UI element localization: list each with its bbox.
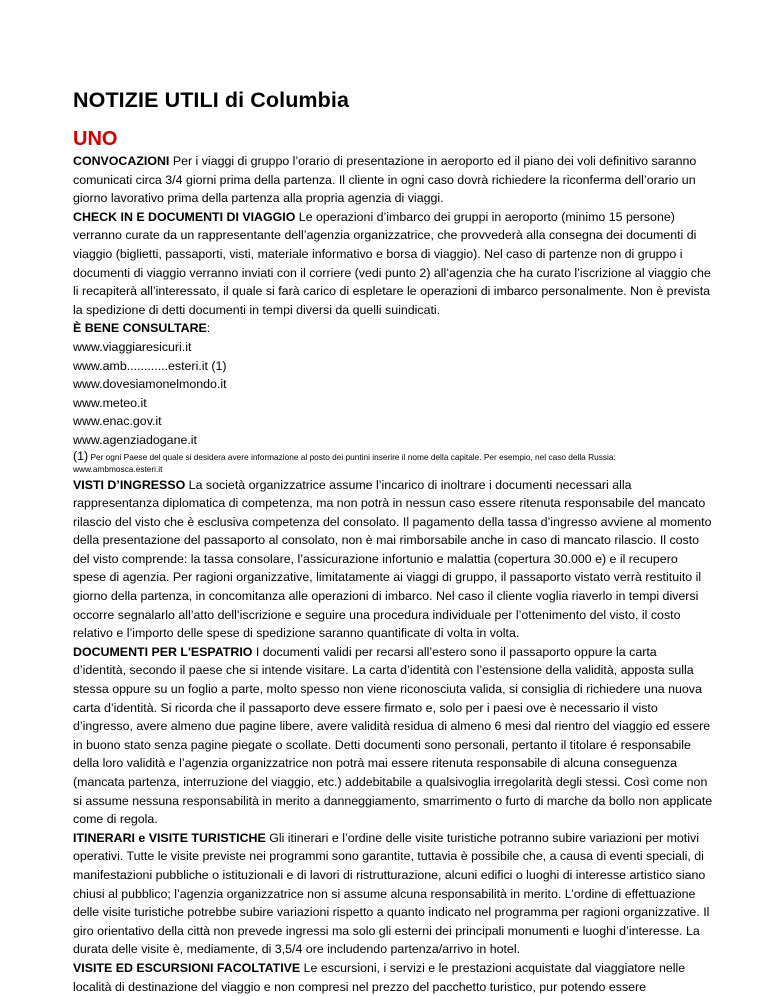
paragraph-consultare [73, 319, 713, 338]
link-item[interactable]: www.amb............esteri.it (1) [73, 358, 227, 373]
link-item[interactable]: www.meteo.it [73, 395, 147, 410]
paragraph-heading: CONVOCAZIONI [73, 154, 170, 168]
paragraph-heading: DOCUMENTI PER L'ESPATRIO [73, 644, 253, 659]
paragraph-espatrio [73, 643, 713, 829]
paragraph-convocazioni [73, 152, 713, 208]
paragraph-text: Gli itinerari e l’ordine delle visite turistiche potranno subire variazioni per motivi operativi. Tutte le visite previste nei programmi sono garantite, tuttavia è possibile che, a causa di eventi speciali, di manifestazioni pubbliche o istituzionali e di lavori di ristrutturazione, alcuni edifici o luoghi di interesse artistico siano chiusi al pubblico; l’agenzia organizzatrice non si assume alcuna responsabilità in merito. L’ordine di effettuazione delle visite turistiche potrebbe subire variazioni rispetto a quanto indicato nel programma per ragioni organizzative. Il giro orientativo della città non prevede ingressi ma solo gli esterni dei principali monumenti e luoghi d’interesse. La durata delle visite è, mediamente, di 3,5/4 ore includendo partenza/arrivo in hotel. [73, 830, 710, 957]
paragraph-text: Le operazioni d’imbarco dei gruppi in aeroporto (minimo 15 persone) verranno curate da un rappresentante dell’agenzia organizzatrice, che provvederà alla consegna dei documenti di viaggio (biglietti, passaporti, visti, materiale informativo e borsa di viaggio). Nel caso di partenze non di gruppo i documenti di viaggio verranno inviati con il corriere (vedi punto 2) all’agenzia che ha curato l’iscrizione al viaggio che li recapiterà all’interessato, il quale si farà carico di espletare le operazioni di imbarco personalmente. Non è prevista la spedizione di detti documenti in tempi diversi da quelli suindicati. [73, 209, 711, 317]
paragraph-heading: ITINERARI e VISITE TURISTICHE [73, 830, 266, 845]
paragraph-facoltative [73, 959, 713, 996]
paragraph-colon: : [206, 321, 211, 336]
footnote-link [73, 463, 713, 476]
footnote-url[interactable]: www.ambmosca.esteri.it [73, 463, 163, 474]
paragraph-text: I documenti validi per recarsi all’estero sono il passaporto oppure la carta d’identità, secondo il paese che si intende visitare. La carta d’identità con l’estensione della validità, apposta sulla stessa oppure su un foglio a parte, molto spesso non viene riconosciuta valida, si consiglia di richiedere una nuova carta d’identità. Si ricorda che il passaporto deve essere firmato e, solo per i paesi ove è necessario il visto d’ingresso, avere almeno due pagine libere, avere validità residua di almeno 6 mesi dal rientro del viaggio ed essere in buono stato senza pagine piegate o scollate. Detti documenti sono personali, pertanto il titolare é responsabile della loro validità e l’agenzia organizzatrice non potrà mai essere ritenuta responsabile di alcuna conseguenza (mancata partenza, interruzione del viaggio, etc.) addebitabile a qualsivoglia irregolarità degli stessi. Così come non si assume nessuna responsabilità in merito a danneggiamento, smarrimento o furto di marche da bollo non applicate come di regola. [73, 644, 713, 827]
footnote-text: Per ogni Paese del quale si desidera avere informazione al posto dei puntini inserire il nome della capitale. Per esempio, nel caso della Russia: [88, 451, 616, 462]
paragraph-heading: È BENE CONSULTARE [73, 321, 207, 336]
paragraph-text: Per i viaggi di gruppo l’orario di presentazione in aeroporto ed il piano dei voli definitivo saranno comunicati circa 3/4 giorni prima della partenza. Il cliente in ogni caso dovrà richiedere la riconferma dell’orario un giorno lavorativo prima della partenza alla propria agenzia di viaggi. [73, 154, 697, 206]
link-item[interactable]: www.viaggiaresicuri.it [73, 339, 192, 354]
link-item[interactable]: www.dovesiamonelmondo.it [73, 377, 227, 392]
paragraph-visti [73, 476, 713, 643]
paragraph-text: La società organizzatrice assume l’incarico di inoltrare i documenti necessari alla rappresentanza diplomatica di competenza, ma non potrà in nessun caso essere ritenuta responsabile del mancato rilascio del visto che è esclusiva competenza del consolato. Il pagamento della tassa d’ingresso avviene al momento della presentazione del passaporto al consolato, non è mai rimborsabile anche in caso di mancato rilascio. Il costo del visto comprende: la tassa consolare, l’assicurazione infortunio e malattia (copertura 30.000 e) e il recupero spese di agenzia. Per ragioni organizzative, limitatamente ai viaggi di gruppo, il passaporto vistato verrà restituito il giorno della partenza, in concomitanza alle operazioni di imbarco. Nel caso il cliente voglia riaverlo in tempi diversi occorre segnalarlo all’atto dell’iscrizione e seguire una procedura individuale per l’ottenimento del visto, il costo relativo e l’importo delle spese di spedizione saranno quantificate di volta in volta. [73, 477, 712, 641]
footnote-number: (1) [73, 448, 89, 463]
paragraph-text: Le escursioni, i servizi e le prestazioni acquistate dal viaggiatore nelle località di destinazione del viaggio e non compresi nel prezzo del pacchetto turistico, pur potendo essere [73, 960, 686, 994]
paragraph-heading: VISTI D’INGRESSO [73, 477, 186, 492]
link-item[interactable]: www.agenziadogane.it [73, 432, 197, 447]
section-heading: UNO [73, 128, 118, 150]
paragraph-checkin [73, 208, 713, 320]
link-item[interactable]: www.enac.gov.it [73, 414, 162, 429]
document-body [73, 152, 713, 996]
page-title: NOTIZIE UTILI di Columbia [73, 88, 350, 112]
paragraph-itinerari [73, 829, 713, 959]
links-list [73, 338, 713, 450]
paragraph-heading: VISITE ED ESCURSIONI FACOLTATIVE [73, 960, 301, 975]
paragraph-heading: CHECK IN E DOCUMENTI DI VIAGGIO [73, 209, 296, 224]
footnote [73, 450, 713, 463]
